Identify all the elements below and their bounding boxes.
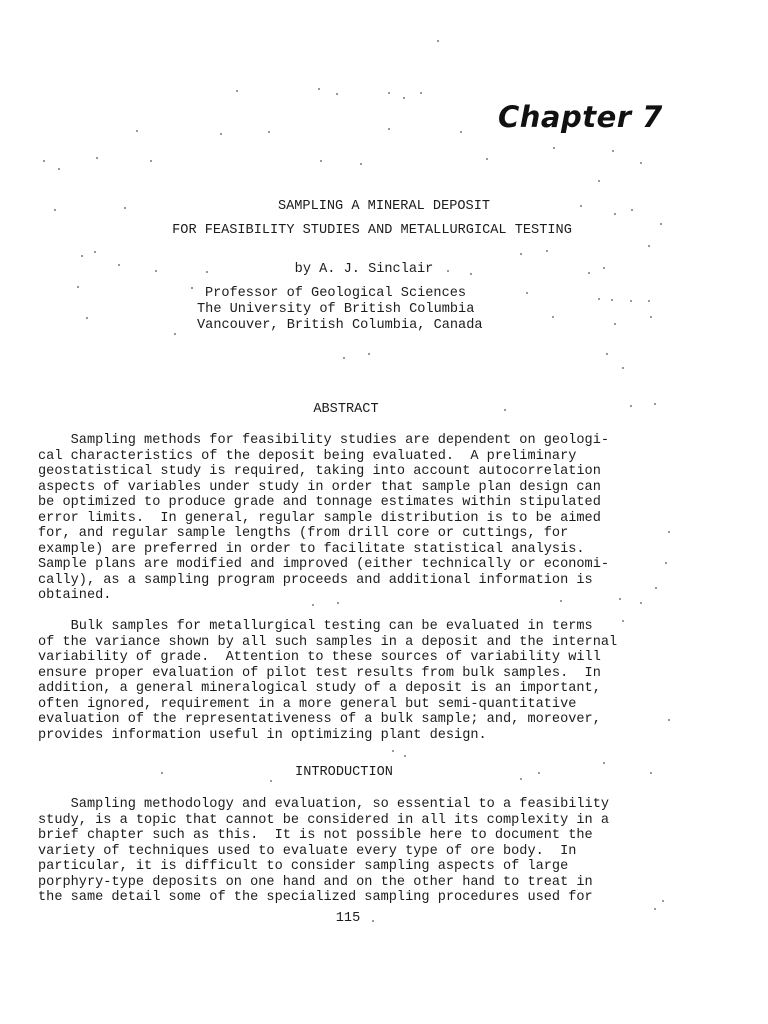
text-line: ensure proper evaluation of pilot test results from bulk samples. In [38,665,601,681]
scan-speck [614,323,616,325]
scan-speck [368,353,370,355]
scan-speck [622,620,624,622]
text-line: provides information useful in optimizing plant design. [38,727,487,743]
text-line: variability of grade. Attention to these sources of variability will [38,650,601,665]
scan-speck [136,130,138,132]
scan-speck [630,405,632,407]
scan-speck [118,264,120,266]
text-line: cal characteristics of the deposit being evaluated. A preliminary [38,448,577,464]
introduction-paragraph-1 [38,797,660,906]
text-line: study, is a topic that cannot be considered in all its complexity in a [38,812,610,828]
scan-speck [655,587,657,589]
author-institution: The University of British Columbia [197,302,475,317]
text-line: the same detail some of the specialized sampling procedures used for [38,890,593,905]
scan-speck [460,131,462,133]
text-line: obtained. [38,588,112,603]
scan-speck [619,598,621,600]
scan-speck [270,780,272,782]
scan-speck [54,209,56,211]
text-line: example) are preferred in order to facilitate statistical analysis. [38,541,585,557]
scan-speck [161,772,163,774]
scan-speck [206,271,208,273]
scan-speck [660,223,662,225]
scan-speck [622,367,624,369]
scan-speck [220,133,222,135]
scan-speck [124,207,126,209]
scan-speck [447,270,449,272]
scan-speck [648,300,650,302]
scan-speck [650,772,652,774]
scan-speck [420,92,422,94]
text-line: particular, it is difficult to consider sampling aspects of large [38,859,569,874]
scan-speck [612,150,614,152]
scan-speck [236,90,238,92]
scan-speck [598,298,600,300]
text-line: aspects of variables under study in order that sample plan design can [38,479,601,495]
author-location: Vancouver, British Columbia, Canada [197,318,483,333]
abstract-paragraph-2 [38,619,660,743]
scan-speck [392,750,394,752]
scan-speck [588,272,590,274]
scan-speck [403,97,405,99]
scan-speck [320,160,322,162]
scan-speck [96,157,98,159]
scan-speck [404,755,406,757]
scan-speck [174,333,176,335]
scan-speck [654,908,656,910]
abstract-paragraph-1 [38,433,660,604]
scan-speck [606,353,608,355]
scan-speck [603,267,605,269]
scan-speck [388,92,390,94]
scan-speck [150,160,152,162]
scan-speck [614,213,616,215]
scan-speck [553,147,555,149]
scan-speck [560,600,562,602]
author-position: Professor of Geological Sciences [205,286,467,301]
scan-speck [662,900,664,902]
scan-speck [360,163,362,165]
text-line: Sampling methodology and evaluation, so essential to a feasibility [38,797,610,812]
scan-speck [640,602,642,604]
scan-speck [437,40,439,42]
scan-speck [504,409,506,411]
scan-speck [526,292,528,294]
text-line: for, and regular sample lengths (from drill core or cuttings, for [38,526,569,541]
scan-speck [388,128,390,130]
introduction-heading: INTRODUCTION [295,765,393,780]
scan-speck [648,245,650,247]
scan-speck [668,531,670,533]
scan-speck [538,772,540,774]
text-line: error limits. In general, regular sample distribution is to be aimed [38,510,601,526]
text-line: cally), as a sampling program proceeds and additional information is [38,572,593,588]
scan-speck [318,88,320,90]
scan-speck [631,209,633,211]
title-line-1: SAMPLING A MINERAL DEPOSIT [277,199,491,214]
author-byline: by A. J. Sinclair [294,262,434,277]
scan-speck [268,131,270,133]
text-line: be optimized to produce grade and tonnage estimates within stipulated [38,495,601,510]
text-line: often ignored, requirement in a more general but semi-quantitative [38,696,577,712]
scan-speck [520,778,522,780]
scan-speck [665,562,667,564]
scan-speck [155,270,157,272]
abstract-heading: ABSTRACT [313,402,379,417]
scan-speck [470,273,472,275]
scan-speck [580,205,582,207]
scan-speck [486,158,488,160]
scan-speck [312,604,314,606]
text-line: Sampling methods for feasibility studies are dependent on geologi- [38,433,610,448]
text-line: Bulk samples for metallurgical testing can be evaluated in terms [38,619,593,634]
scan-speck [191,287,193,289]
scan-speck [77,286,79,288]
scan-speck [546,250,548,252]
text-line: variety of techniques used to evaluate every type of ore body. In [38,843,577,859]
text-line: Sample plans are modified and improved (either technically or economi- [38,557,610,572]
scan-speck [552,316,554,318]
scan-speck [337,602,339,604]
scan-speck [520,253,522,255]
scan-speck [611,299,613,301]
text-line: brief chapter such as this. It is not possible here to document the [38,828,593,843]
scan-speck [86,317,88,319]
scan-speck [336,93,338,95]
text-line: addition, a general mineralogical study of a deposit is an important, [38,681,601,696]
scan-speck [630,300,632,302]
scan-speck [81,255,83,257]
title-line-2: FOR FEASIBILITY STUDIES AND METALLURGICAL TESTING [172,223,572,238]
chapter-heading: Chapter 7 [498,100,663,134]
scan-speck [58,168,60,170]
scan-speck [598,180,600,182]
text-line: of the variance shown by all such samples in a deposit and the internal [38,634,618,650]
page-number: 115 [335,911,361,926]
scan-speck [603,762,605,764]
text-line: porphyry-type deposits on one hand and on the other hand to treat in [38,874,593,890]
scan-speck [94,251,96,253]
scan-speck [668,719,670,721]
scan-speck [372,920,374,922]
scan-speck [640,162,642,164]
scan-speck [650,316,652,318]
scan-speck [343,357,345,359]
text-line: evaluation of the representativeness of a bulk sample; and, moreover, [38,712,601,727]
scan-speck [43,160,45,162]
scan-speck [654,403,656,405]
text-line: geostatistical study is required, taking into account autocorrelation [38,464,601,479]
